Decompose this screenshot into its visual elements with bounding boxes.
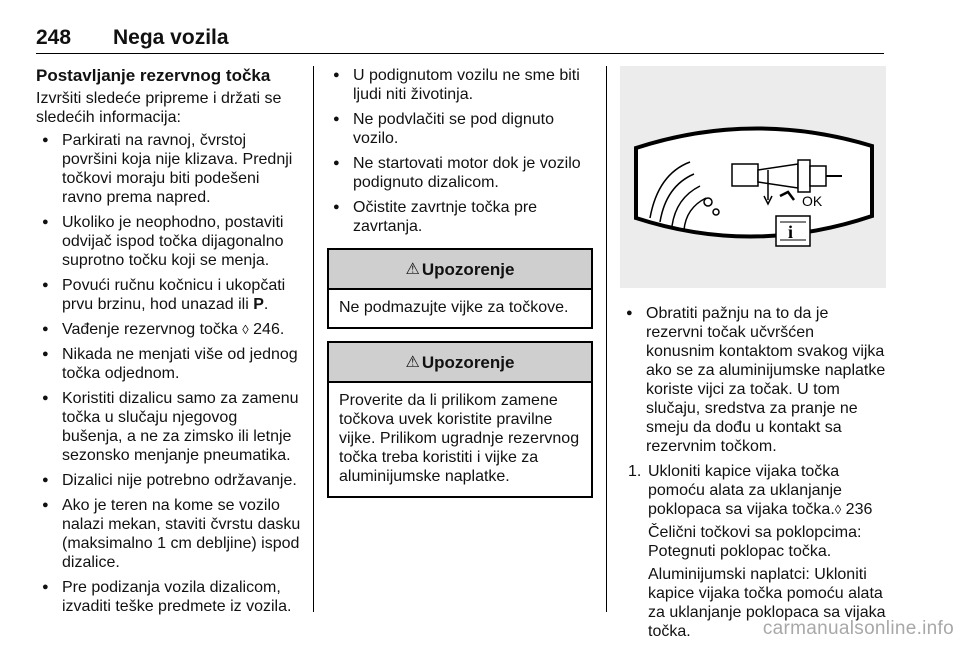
list-item-end: . [263, 296, 269, 313]
warning-triangle-icon: ⚠ [405, 260, 420, 278]
column-divider-2 [606, 66, 607, 612]
warning-box [327, 341, 593, 498]
page-header [36, 26, 884, 54]
list-item: ● Očistite zavrtnje točka pre zavrtanja. [327, 198, 593, 236]
warning-header [329, 250, 591, 290]
list-item [36, 320, 302, 339]
page-number: 248 [36, 26, 72, 49]
column-divider-1 [313, 66, 314, 612]
wheel-bolt-drawing [620, 66, 886, 288]
list-item: ● Parkirati na ravnoj, čvrstoj površini koja nije klizava. Prednji točkovi moraju biti podešeni ravno prema napred. [36, 131, 302, 207]
list-item: ● Dizalici nije potrebno održavanje. [36, 471, 302, 490]
step-number: 1. [628, 463, 642, 480]
header-rule [36, 53, 884, 54]
warning-text: Proverite da li prilikom zamene točkova uvek koristite pravilne vijke. Prilikom ugradnje rezervnog točka treba koristiti i vijke za aluminijumske naplatke. [339, 392, 580, 485]
column-3 [620, 62, 886, 645]
watermark: carmanualsonline.info [762, 618, 954, 639]
steps-list [620, 462, 886, 641]
note-list [620, 304, 886, 456]
list-item: ● Ukoliko je neophodno, postaviti odvijač ispod točka dijagonalno suprotno točku koji se menja. [36, 213, 302, 270]
wheel-bolt-illustration [620, 66, 886, 288]
info-icon: i [788, 222, 794, 242]
warning-box [327, 248, 593, 329]
list-item [36, 276, 302, 314]
list-item: ● Pre podizanja vozila dizalicom, izvaditi teške predmete iz vozila. [36, 578, 302, 616]
warning-title: Upozorenje [421, 259, 515, 279]
list-item: ● Koristiti dizalicu samo za zamenu točka u slučaju njegovog bušenja, a ne za zimsko ili letnje sezonsko menjanje pneumatika. [36, 389, 302, 465]
warning-title: Upozorenje [421, 352, 515, 372]
list-item-text: Vađenje rezervnog točka [62, 321, 243, 338]
list-item-text: Povući ručnu kočnicu i ukopčati prvu brzinu, hod unazad ili [62, 277, 286, 313]
chapter-title: Nega vozila [113, 26, 229, 49]
intro-text: Izvršiti sledeće pripreme i držati se sledećih informacija: [36, 90, 282, 126]
ok-label: OK [802, 193, 823, 209]
warning-triangle-icon: ⚠ [405, 353, 420, 371]
step-text: Ukloniti kapice vijaka točka pomoću alata za uklanjanje poklopaca sa vijaka točka. [648, 463, 842, 518]
page-ref-link[interactable]: 246. [253, 321, 285, 338]
warning-header [329, 343, 591, 383]
list-item: ● Ne startovati motor dok je vozilo podignuto dizalicom. [327, 154, 593, 192]
step-paragraph: Aluminijumski naplatci: Ukloniti kapice vijaka točka pomoću alata za uklanjanje poklopaca sa vijaka točka. [648, 566, 886, 640]
page-ref-icon: ◊ [242, 322, 249, 337]
safety-list [327, 66, 593, 236]
list-item: ● Nikada ne menjati više od jednog točka odjednom. [36, 345, 302, 383]
prep-list [36, 131, 302, 616]
page-ref-icon: ◊ [834, 502, 842, 517]
column-2 [327, 66, 593, 498]
list-item: ● Ne podvlačiti se pod dignuto vozilo. [327, 110, 593, 148]
step-paragraph: Čelični točkovi sa poklopcima: Potegnuti poklopac točka. [648, 524, 862, 560]
section-title: Postavljanje rezervnog točka [36, 66, 271, 85]
warning-text: Ne podmazujte vijke za točkove. [339, 299, 569, 316]
step-item [620, 462, 886, 641]
page-ref-link[interactable]: 236 [845, 501, 873, 518]
gear-p-label: P [253, 296, 264, 313]
list-item: ● U podignutom vozilu ne sme biti ljudi niti životinja. [327, 66, 593, 104]
list-item: ● Ako je teren na kome se vozilo nalazi mekan, staviti čvrstu dasku (maksimalno 1 cm debljine) ispod dizalice. [36, 496, 302, 572]
list-item: ● Obratiti pažnju na to da je rezervni točak učvršćen konusnim kontaktom svakog vijka ako se za aluminijumske naplatke koriste vijci za točak. U tom slučaju, sredstva za pranje ne smeju da dođu u kontakt sa rezervnim točkom. [620, 304, 886, 456]
column-1 [36, 62, 302, 622]
